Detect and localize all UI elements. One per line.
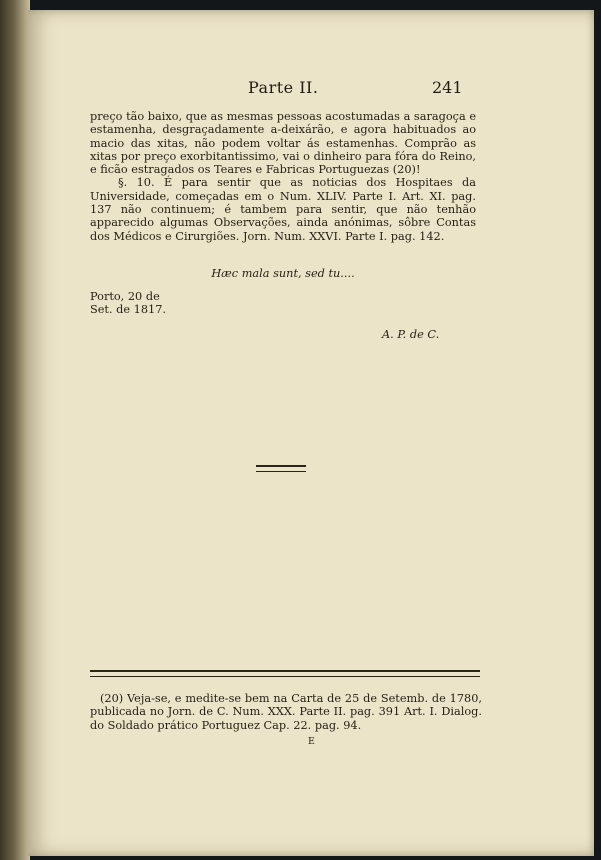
paragraph-section-10: §. 10. É para sentir que as noticias dos Hospitaes da Universidade, começadas em o Num. XLIV. Parte I. Art. XI. pag. 137 não continuem; é tambem para sentir, que não tenhão apparecido algumas Observações, ainda anónimas, sôbre Contas dos Médicos e Cirurgiões. Jorn. Num. XXVI. Parte I. pag. 142. — [90, 176, 476, 243]
footnote — [90, 692, 482, 732]
printer-signature-mark: E — [308, 736, 315, 747]
author-signature: A. P. de C. — [382, 328, 440, 341]
place-date — [90, 290, 166, 317]
body-text — [90, 110, 476, 243]
footnote-rule-thin — [90, 676, 480, 677]
page-number: 241 — [432, 78, 463, 97]
place: Porto, 20 de — [90, 290, 160, 303]
date: Set. de 1817. — [90, 303, 166, 317]
running-head: Parte II. — [248, 78, 319, 97]
book-page — [28, 10, 594, 856]
book-binding — [0, 0, 30, 860]
footnote-20: (20) Veja-se, e medite-se bem na Carta de 25 de Setemb. de 1780, publicada no Jorn. de C. Num. XXX. Parte II. pag. 391 Art. I. Dialog. do Soldado prático Portuguez Cap. 22. pag. 94. — [90, 692, 482, 732]
latin-motto: Hæc mala sunt, sed tu.... — [211, 267, 355, 280]
paragraph-continued: preço tão baixo, que as mesmas pessoas acostumadas a saragoça e estamenha, desgraçadamente a-deixárão, e agora habituados ao macio das xitas, não podem voltar ás estamenhas. Comprão as xitas por preço exorbitantissimo, vai o dinheiro para fóra do Reino, e ficão estragados os Teares e Fabricas Portuguezas (20)! — [90, 110, 476, 177]
page-header — [28, 78, 594, 102]
bleed-through-shadow — [100, 350, 510, 650]
footnote-rule-thick — [90, 670, 480, 672]
